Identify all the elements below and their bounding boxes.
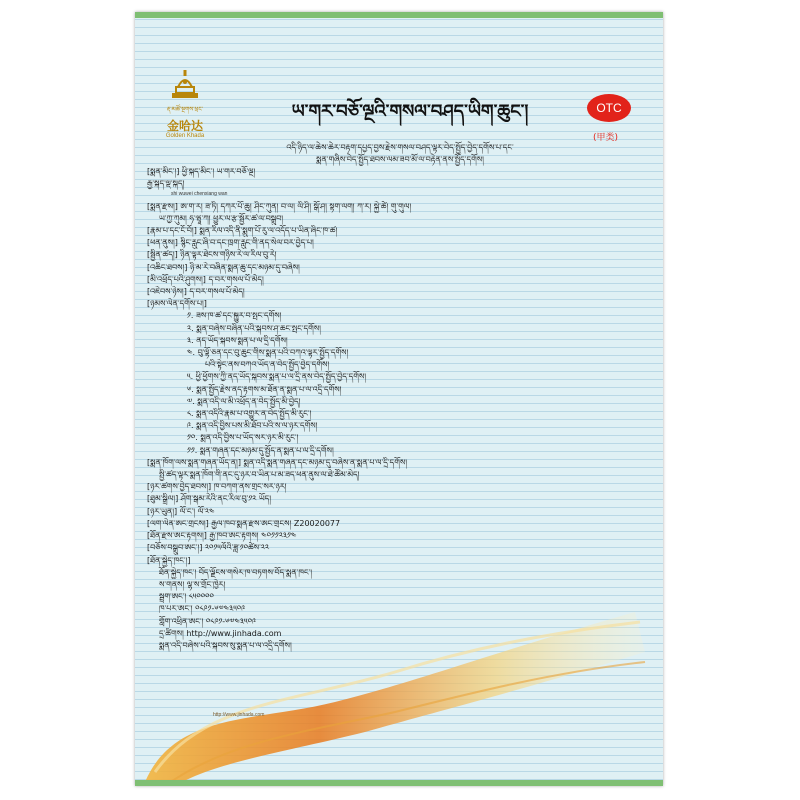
note-item: ༦. སྨན་སྤྱོད་རྗེས་ནད་རྟགས་མ་ཐོན་ན་སྨན་པ་ལ་འདྲི་དགོས། [187,384,342,394]
manufacturer-line: ཁ་པར་ཨང་། ༠༨༩༡-༦༧༤༣༥༠༩ [159,604,246,614]
leaflet-body [147,166,653,652]
manufacturer-line: སྦྲག་ཨང་། ༨༥༠༠༠༠ [159,592,214,602]
section-line: [སྨན་རྫས།] ཨ་ག་ར། ཟ་ཏི། དཀར་པོ་ཆུ། ཤིང་ཀུན། བ་ལ། ལི་ཤི། སྒོ་ཤ། སྟག་ལག། ཀ་ར། སྐྱེ་ཚེ། གུ་གུལ། [147,201,412,211]
section-line: [སྨན་མིང་།] ཕྱི་སྐད་མིང་། ཡ་གར་བཅོ་ལྔ། [147,167,256,176]
note-item: ༨. སྨན་འདིའི་རྣམ་པ་འགྱུར་ན་བེད་སྤྱོད་མི་རུང་། [187,409,312,419]
section-line: [འཇེབས་ཉེས།] ད་བར་གསལ་པོ་མེད། [147,287,245,297]
manufacturer-line: གློག་འཕྲིན་ཨང་། ༠༨༩༡-༦༧༤༣༥༠༩ [159,616,257,626]
intro-line: འདི་ཉིད་ལ་ཆེས་ཆེར་བརྟག་དཔྱད་བྱས་རྗེས་གསལ་བཤད་ལྟར་བེད་སྤྱོད་བྱེད་དགོས་པ་དང་ [286,143,514,152]
section-line: [སྦྱིན་ཚད།] ཉིན་ལྟར་ཐེངས་གཉིས་རེ་ལ་རིལ་བུ་རེ། [147,250,277,260]
section-line: [ཉམས་ལེན་དགོས་པ།] [147,299,207,309]
golden-khata-swash [135,592,663,786]
section-line: [སྨན་ཁོག་ལས་སྨན་གཞན་ཡོད་ན།] སྨན་འདི་སྨན་གཞན་དང་མཉམ་དུ་བཞེས་ན་སྨན་པ་ལ་དྲི་དགོས། [147,457,407,467]
document-title: ཡ་གར་བཅོ་ལྔའི་གསལ་བཤད་ཡིག་ཆུང་། [291,101,529,122]
logo-english: Golden Khada [165,133,205,139]
section-line: [ཐོན་སྐྱེད་ཁང་།] [147,555,191,565]
manufacturer-line: ཐོན་སྐྱེད་ཁང་། བོད་ལྗོངས་གསེར་ཁ་བཏགས་བོད་སྨན་ཁང་། [159,567,313,577]
logo-tibetan: རྡ་མཚོ་སྔགས་ཕྲང་ [166,106,204,113]
note-item: ༥. ཕྱི་ཕྱོགས་ཀྱི་ནད་ཡོད་སྐབས་སྨན་པ་ལ་དྲི་ནས་བེད་སྤྱོད་བྱེད་དགོས། [187,372,367,382]
section-line: [ཕན་ནུས།] སྙིང་རླུང་ཞི་བ་དང་ཁྲག་རླུང་གི་ནད་སེལ་བར་བྱེད་པ། [147,238,314,248]
section-line: [བཅོས་བསྒྲུབ་ཨང་།] ༢༠༡༥ལོའི་ཟླ་༡༠ཚེས་༢༢ [147,543,270,553]
note-item: པའི་སྟེང་ནས་བཀའ་ཡོད་ན་བེད་སྤྱོད་བྱེད་དགོས། [205,360,330,370]
top-green-band [135,12,663,18]
section-line: སྤྱི་ཚད་ལྟར་སྨན་ཁོག་གི་ནང་དུ་ཉར་བ་ཡིན་པ་མ་ཟད་ཕན་ནུས་ལ་ཐེ་ཚོམ་མེད། [159,470,360,480]
manufacturer-line: སྨན་འདི་བཞེས་པའི་སྐབས་སུ་སྨན་པ་ལ་འདྲི་དགོས། [159,640,292,650]
leaflet-sheet [135,12,663,786]
note-item: ༢. སྨན་བཞེས་བཞིན་པའི་སྐབས་ཤ་ཆང་སྤང་དགོས། [187,323,321,333]
note-item: ༣. ནད་ཡོད་སྐབས་སྨན་པ་ལ་དྲི་དགོས། [187,335,288,345]
manufacturer-line: ས་གནས། ལྷ་ས་གྲོང་ཁྱེར། [159,579,226,589]
section-line: ཡ་ཀྱ་ཀུམ། ཧ་ཝཱ་ཀ། ཕྱུར་ལ་རྩ་སྦྱོར་ཚ་ལ་བསྒྲུབ། [159,213,284,223]
section-line: [རྣམ་པ་དང་ངོ་བོ།] སྨན་རིལ་འདི་ནི་སྨུག་པོ་རུ་ལ་འདོད་པ་ཡིན་ཞིང་ཁ་ཚ། [147,226,338,236]
note-item: ༡༡. སྨན་གཞན་དང་མཉམ་དུ་སྤྱོད་ན་སྨན་པ་ལ་དྲི་དགོས། [187,445,334,455]
brand-logo [155,67,215,147]
note-item: ༡༠. སྨན་འདི་བྱིས་པ་ཡོད་སར་ཉར་མི་རུང་། [187,433,299,443]
bottom-green-band [135,780,663,786]
section-line: [ཐུམ་སྒྲིལ།] ཤོག་སྒམ་རེའི་ནང་རིལ་བུ་༡༢ ཡོད། [147,494,272,504]
otc-badge: OTC [587,94,631,122]
section-line: [ལག་ལེན་ཨང་གྲངས།] རྒྱལ་ཁབ་སྨན་རྫས་ཨང་གྲངས། Z20020077 [147,518,341,528]
manufacturer-line: དྲ་ཚིགས། http://www.jinhada.com [159,628,282,638]
note-item: ༤. བུ་ལྟོ་ཅན་དང་བུ་ཆུང་གིས་སྨན་པའི་བཀའ་ལྟར་སྤྱོད་དགོས། [187,348,349,358]
note-item: ༩. སྨན་འདི་བྱིས་པས་མི་ཐོབ་པའི་ས་ལ་ཉར་དགོས། [187,421,318,431]
intro-line: སྨན་གཞིས་བེད་སྤྱོད་ཐབས་ལམ་ཟབ་མོ་ལ་བརྟེན་ནས་སྤྱོད་དགོས། [316,155,484,164]
section-line: [ཐོན་རྫས་ཨང་རྟགས།] རྒྱ་ཁབ་ཨང་རྟགས། ༤༠༡༡༢༣༡༤ [147,531,297,541]
otc-class-label: (甲类) [593,133,619,143]
section-line: [མི་འཕྲོད་པའི་ཤུགས།] ད་བར་གསལ་པོ་མེད། [147,274,264,284]
intro-text [155,142,645,166]
pinyin-name: shi wuwei chenxiang wan [171,191,228,198]
section-line: རྒྱ་སྐད་ལྡ་སྐད། [147,179,185,189]
note-item: ༡. ཟས་ཁ་ཚ་དང་སྐྱུར་བ་སྤང་དགོས། [187,311,282,321]
section-line: [ཉར་ཡུན།] ལོ་ང་། ལོ་༢༤ [147,506,215,516]
website-url: http://www.jinhada.com [213,712,265,718]
stupa-logo-icon [168,67,202,101]
logo-chinese: 金哈达 [166,119,203,133]
note-item: ༧. སྨན་འདི་ལ་མི་འཕྲོད་ན་བེད་སྤྱོད་མི་བྱེད། [187,396,301,406]
section-line: [འཆིང་ཐབས།] ཉི་མ་རེ་བཞིན་སྨན་ཆུ་དང་མཉམ་དུ་བཞེས། [147,262,300,272]
section-line: [ཉར་ཚགས་བྱེད་ཐབས།] ཁ་བཀག་ནས་གྲང་སར་ཉར། [147,482,287,492]
